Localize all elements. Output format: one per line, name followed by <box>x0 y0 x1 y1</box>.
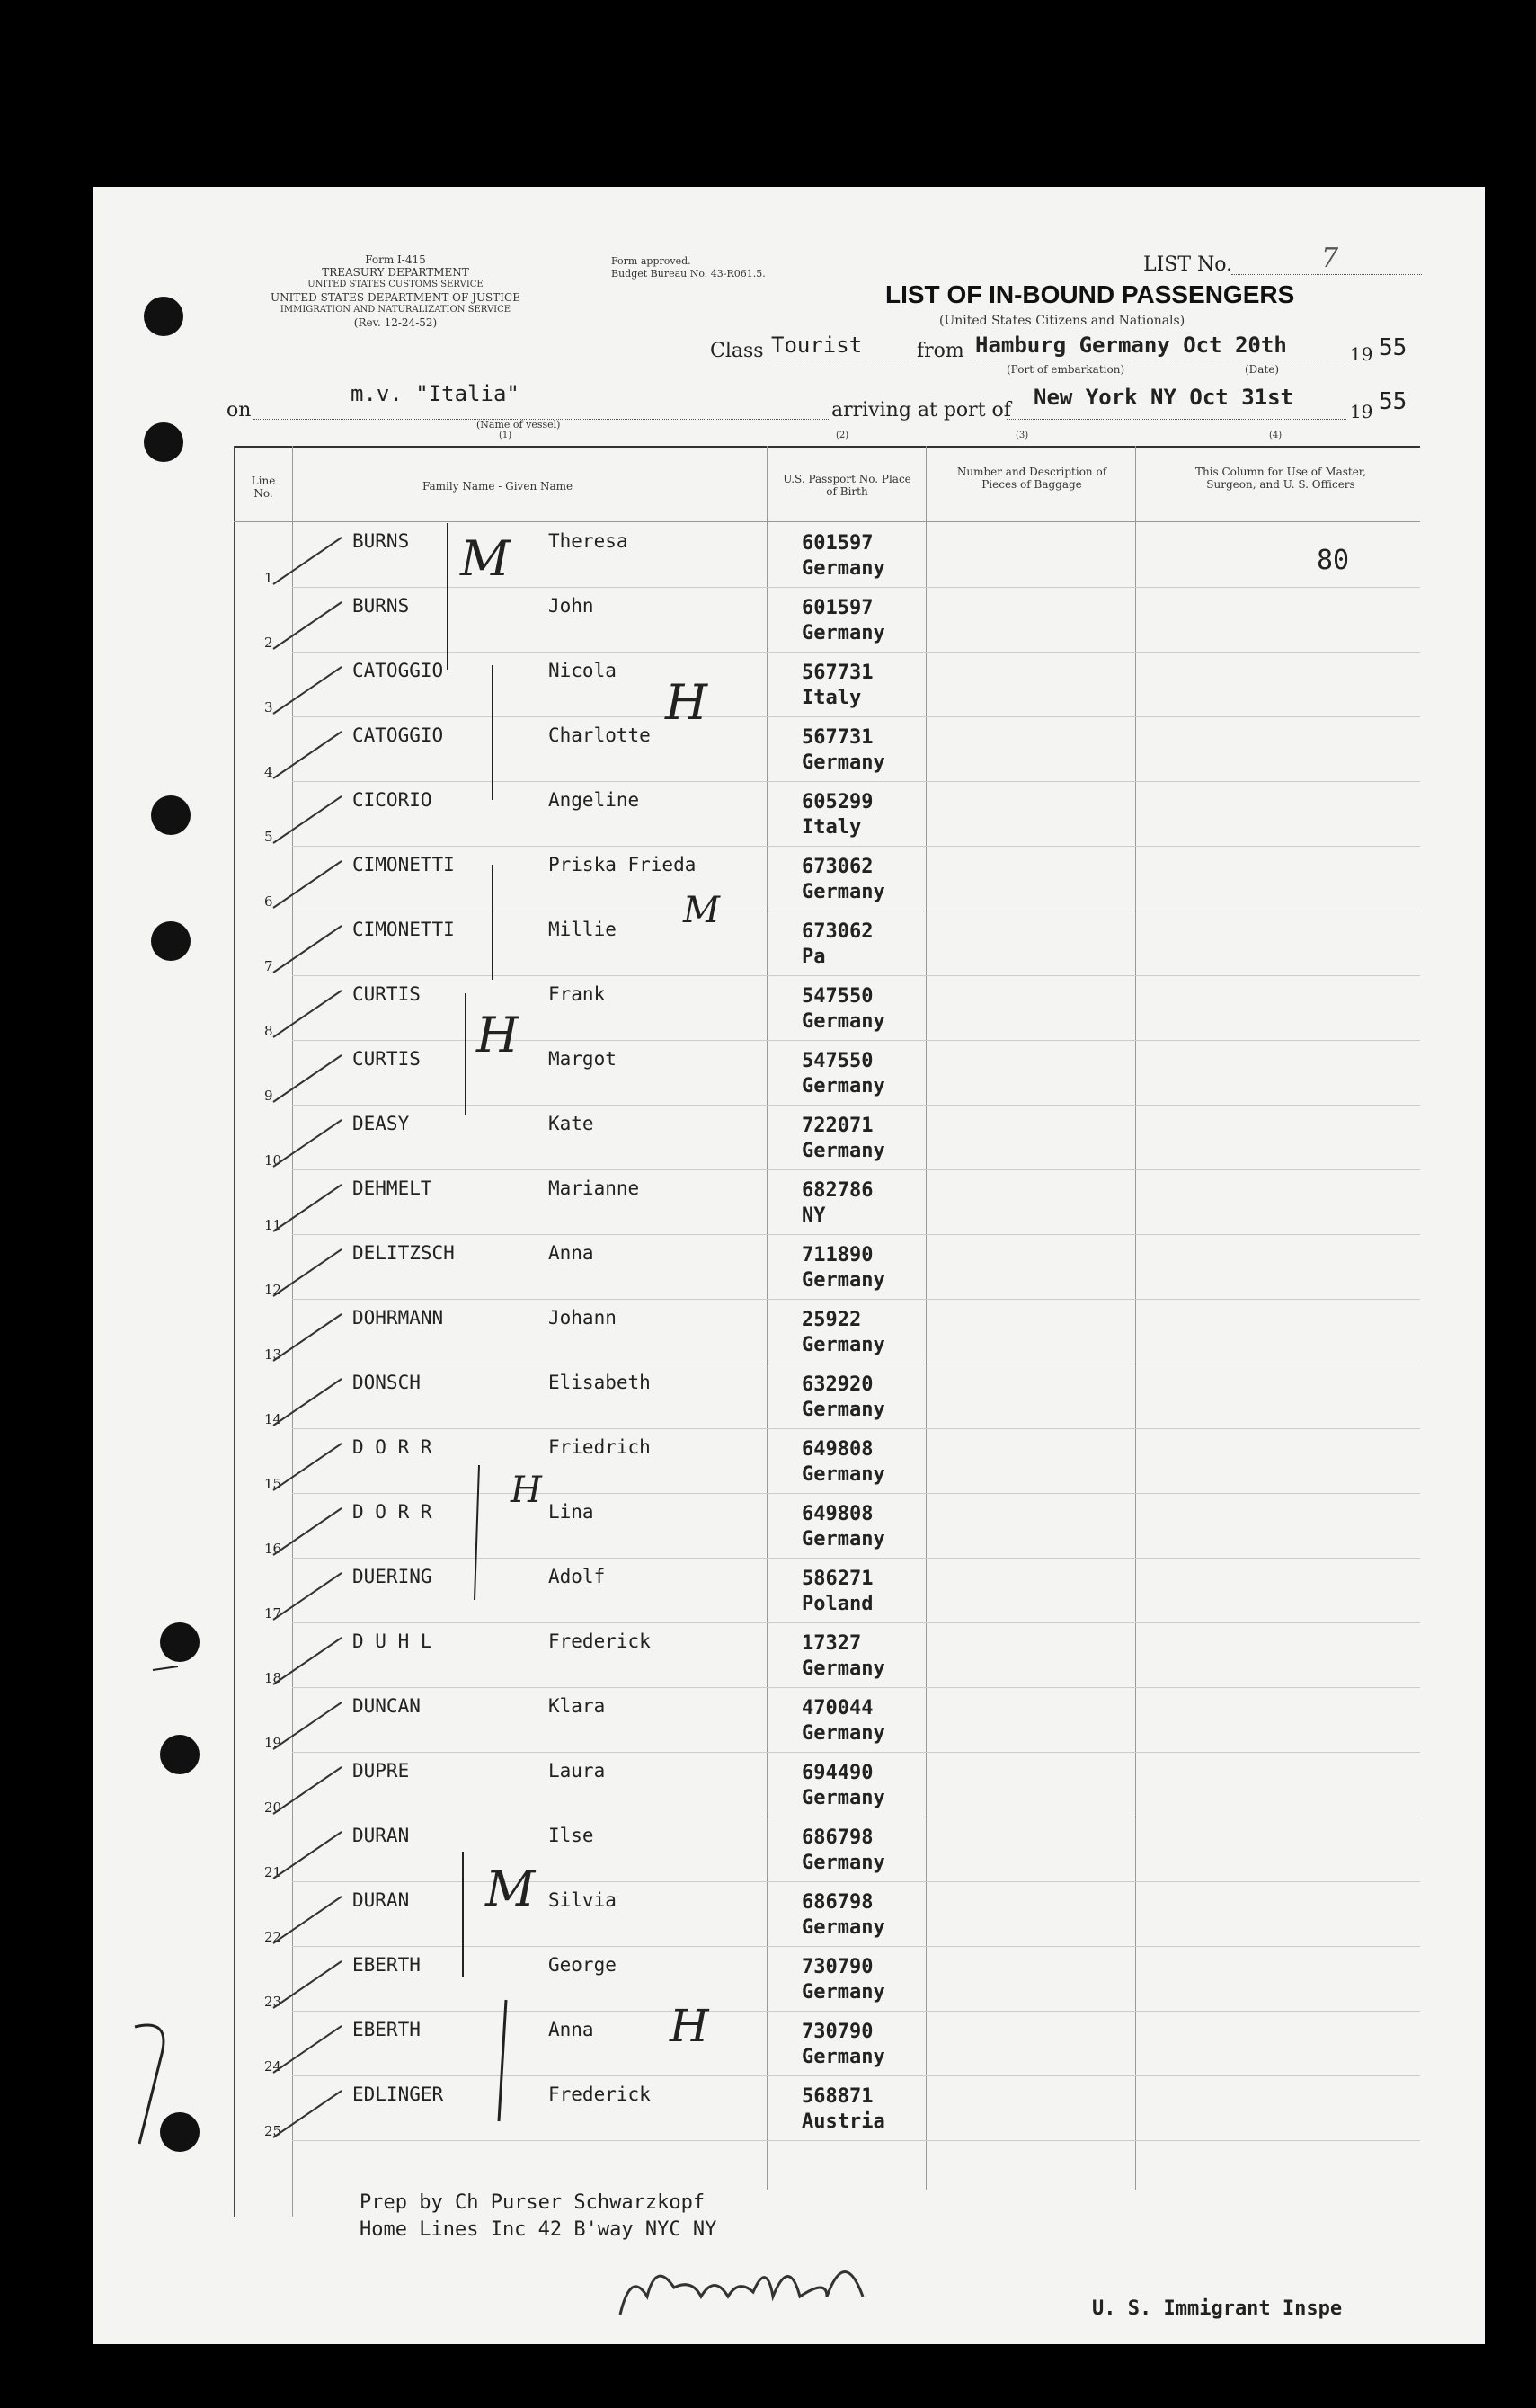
row-passport-no: 649808 <box>802 1503 874 1525</box>
mark-curtis: H <box>476 1007 519 1063</box>
mark-dorr: H <box>511 1470 542 1511</box>
row-birthplace: Germany <box>802 1657 885 1680</box>
row-given-name: Johann <box>548 1307 617 1328</box>
row-passport-no: 730790 <box>802 2021 874 2043</box>
row-family-name: DOHRMANN <box>352 1307 444 1328</box>
row-birthplace: Germany <box>802 557 885 580</box>
col-header-baggage: Number and Description of Pieces of Baggage <box>956 466 1107 491</box>
mark-duran: M <box>485 1861 536 1917</box>
approval-text: Form approved. <box>611 255 691 267</box>
row-line-no: 14 <box>264 1411 282 1427</box>
vessel-value: m.v. "Italia" <box>351 381 519 406</box>
row-given-name: Elisabeth <box>548 1372 651 1393</box>
row-line-no: 1 <box>264 570 273 586</box>
bracket-dorr <box>475 1465 479 1600</box>
row-given-name: Marianne <box>548 1177 640 1199</box>
row-family-name: D U H L <box>352 1631 432 1652</box>
row-family-name: D O R R <box>352 1501 432 1523</box>
row-line-no: 16 <box>264 1541 282 1557</box>
row-line-no: 19 <box>264 1735 282 1751</box>
row-line-no: 15 <box>264 1476 282 1492</box>
row-passport-no: 567731 <box>802 662 874 684</box>
row-family-name: D O R R <box>352 1436 432 1458</box>
row-birthplace: Germany <box>802 1916 885 1939</box>
on-label: on <box>226 399 252 422</box>
row-birthplace: Austria <box>802 2110 885 2133</box>
row-birthplace: Italy <box>802 816 862 839</box>
row-birthplace: Germany <box>802 1010 885 1033</box>
row-birthplace: Germany <box>802 2046 885 2068</box>
row-passport-no: 730790 <box>802 1956 874 1978</box>
row-line-no: 3 <box>264 699 273 715</box>
col-num-3: (3) <box>1016 431 1029 440</box>
row-line-no: 5 <box>264 829 273 845</box>
row-birthplace: Poland <box>802 1593 874 1615</box>
arriving-label: arriving at port of <box>831 399 1011 422</box>
row-birthplace: Germany <box>802 1787 885 1809</box>
row-birthplace: Germany <box>802 751 885 774</box>
row-given-name: Kate <box>548 1113 594 1134</box>
row-passport-no: 470044 <box>802 1697 874 1719</box>
row-family-name: CURTIS <box>352 1048 421 1070</box>
row-birthplace: Germany <box>802 881 885 903</box>
from-label: from <box>917 340 964 362</box>
mark-burns: M <box>460 530 511 587</box>
customs-service: UNITED STATES CUSTOMS SERVICE <box>307 280 484 289</box>
from-year: 55 <box>1379 334 1407 361</box>
form-number: Form I-415 <box>365 253 426 266</box>
row-passport-no: 568871 <box>802 2085 874 2108</box>
prep-line-2: Home Lines Inc 42 B'way NYC NY <box>360 2218 717 2241</box>
row-passport-no: 686798 <box>802 1826 874 1849</box>
row-family-name: CURTIS <box>352 983 421 1005</box>
row-passport-no: 722071 <box>802 1115 874 1137</box>
row-family-name: DUPRE <box>352 1760 410 1782</box>
row-family-name: CIMONETTI <box>352 919 455 940</box>
row-given-name: Frederick <box>548 2084 651 2105</box>
row-line-no: 17 <box>264 1605 282 1622</box>
col-header-passport: U.S. Passport No. Place of Birth <box>783 473 911 498</box>
row-family-name: EDLINGER <box>352 2084 444 2105</box>
row-given-name: Silvia <box>548 1889 617 1911</box>
row-birthplace: Italy <box>802 687 862 709</box>
row-given-name: Friedrich <box>548 1436 651 1458</box>
row-line-no: 20 <box>264 1799 282 1816</box>
row-family-name: DUNCAN <box>352 1695 421 1717</box>
row-given-name: George <box>548 1954 617 1976</box>
budget-bureau: Budget Bureau No. 43-R061.5. <box>611 268 766 280</box>
list-no-label: LIST No. <box>1143 253 1233 276</box>
row-birthplace: Germany <box>802 622 885 644</box>
row-birthplace: Germany <box>802 1140 885 1162</box>
row-birthplace: Germany <box>802 1528 885 1551</box>
arrival-year-prefix: 19 <box>1350 401 1373 422</box>
port-caption: (Port of embarkation) <box>1007 363 1125 376</box>
row-given-name: Nicola <box>548 660 617 681</box>
prep-line-1: Prep by Ch Purser Schwarzkopf <box>360 2191 706 2214</box>
row-line-no: 12 <box>264 1282 282 1298</box>
mark-eberth: H <box>670 2000 709 2052</box>
row-line-no: 21 <box>264 1864 282 1880</box>
class-label: Class <box>710 340 764 362</box>
vessel-caption: (Name of vessel) <box>476 419 561 431</box>
row-passport-no: 694490 <box>802 1762 874 1784</box>
row-passport-no: 711890 <box>802 1244 874 1266</box>
row-family-name: BURNS <box>352 530 410 552</box>
row-birthplace: Pa <box>802 946 826 968</box>
row-passport-no: 601597 <box>802 597 874 619</box>
row-line-no: 9 <box>264 1088 273 1104</box>
row-line-no: 22 <box>264 1929 282 1945</box>
col-num-4: (4) <box>1269 431 1283 440</box>
row-passport-no: 17327 <box>802 1632 862 1655</box>
row-line-no: 13 <box>264 1346 282 1363</box>
row-line-no: 10 <box>264 1152 282 1168</box>
row-given-name: Laura <box>548 1760 606 1782</box>
row-given-name: Angeline <box>548 789 640 811</box>
arrival-year: 55 <box>1379 388 1407 415</box>
row-given-name: Lina <box>548 1501 594 1523</box>
row-given-name: Frederick <box>548 1631 651 1652</box>
row-family-name: EBERTH <box>352 2019 421 2040</box>
row-family-name: DUERING <box>352 1566 432 1587</box>
row-family-name: DEHMELT <box>352 1177 432 1199</box>
row-family-name: CICORIO <box>352 789 432 811</box>
treasury-dept: TREASURY DEPARTMENT <box>322 266 469 279</box>
margin-tick <box>153 1666 178 1670</box>
row-passport-no: 547550 <box>802 1050 874 1072</box>
col-header-line-no: Line No. <box>251 475 276 500</box>
row-birthplace: Germany <box>802 1463 885 1486</box>
row-passport-no: 567731 <box>802 726 874 749</box>
bracket-eberth <box>499 2000 506 2121</box>
row-passport-no: 547550 <box>802 985 874 1008</box>
row-given-name: Millie <box>548 919 617 940</box>
row-passport-no: 673062 <box>802 856 874 878</box>
row-given-name: Anna <box>548 1242 594 1264</box>
row-family-name: DONSCH <box>352 1372 421 1393</box>
row-passport-no: 649808 <box>802 1438 874 1461</box>
arrival-value: New York NY Oct 31st <box>1034 385 1293 410</box>
row-passport-no: 601597 <box>802 532 874 555</box>
row-passport-no: 686798 <box>802 1891 874 1914</box>
row-family-name: CATOGGIO <box>352 724 444 746</box>
inspector-title: U. S. Immigrant Inspe <box>1092 2297 1343 2320</box>
row-given-name: Priska Frieda <box>548 854 697 875</box>
class-value: Tourist <box>771 333 863 358</box>
row-birthplace: Germany <box>802 1722 885 1745</box>
year-prefix: 19 <box>1350 343 1373 365</box>
row-family-name: EBERTH <box>352 1954 421 1976</box>
row-given-name: Klara <box>548 1695 606 1717</box>
col-num-2: (2) <box>836 431 849 440</box>
row-family-name: DURAN <box>352 1825 410 1846</box>
justice-dept: UNITED STATES DEPARTMENT OF JUSTICE <box>271 291 520 304</box>
col-header-name: Family Name - Given Name <box>422 480 573 493</box>
row-given-name: Charlotte <box>548 724 651 746</box>
from-value: Hamburg Germany Oct 20th <box>975 333 1287 358</box>
row-given-name: John <box>548 595 594 617</box>
row-line-no: 11 <box>264 1217 282 1233</box>
row-given-name: Theresa <box>548 530 628 552</box>
row-birthplace: Germany <box>802 1399 885 1421</box>
mark-catoggio: H <box>665 674 708 731</box>
row-passport-no: 682786 <box>802 1179 874 1202</box>
row-family-name: DELITZSCH <box>352 1242 455 1264</box>
row-given-name: Margot <box>548 1048 617 1070</box>
row-passport-no: 632920 <box>802 1373 874 1396</box>
date-caption: (Date) <box>1245 363 1280 376</box>
row-passport-no: 25922 <box>802 1309 862 1331</box>
row-passport-no: 605299 <box>802 791 874 813</box>
revision-date: (Rev. 12-24-52) <box>353 316 438 329</box>
form-subtitle: (United States Citizens and Nationals) <box>939 314 1185 328</box>
row-line-no: 23 <box>264 1994 282 2010</box>
row-line-no: 25 <box>264 2123 282 2139</box>
row-line-no: 6 <box>264 893 273 910</box>
row-passport-no: 586271 <box>802 1568 874 1590</box>
officer-note: 80 <box>1317 545 1350 576</box>
ins-service: IMMIGRATION AND NATURALIZATION SERVICE <box>280 305 511 315</box>
row-family-name: CATOGGIO <box>352 660 444 681</box>
row-family-name: DURAN <box>352 1889 410 1911</box>
col-header-officers: This Column for Use of Master, Surgeon, and U. S. Officers <box>1194 466 1367 491</box>
row-line-no: 7 <box>264 958 273 974</box>
row-birthplace: Germany <box>802 1075 885 1097</box>
col-num-1: (1) <box>499 431 512 440</box>
row-line-no: 18 <box>264 1670 282 1686</box>
row-line-no: 4 <box>264 764 273 780</box>
row-family-name: DEASY <box>352 1113 410 1134</box>
mark-cimonetti: M <box>683 890 720 931</box>
list-no-value: 7 <box>1321 243 1339 274</box>
row-birthplace: Germany <box>802 1852 885 1874</box>
row-family-name: BURNS <box>352 595 410 617</box>
row-line-no: 2 <box>264 635 273 651</box>
row-birthplace: Germany <box>802 1981 885 2004</box>
form-title: LIST OF IN-BOUND PASSENGERS <box>885 280 1295 308</box>
row-line-no: 24 <box>264 2058 282 2075</box>
row-given-name: Adolf <box>548 1566 606 1587</box>
row-passport-no: 673062 <box>802 920 874 943</box>
row-birthplace: NY <box>802 1204 826 1227</box>
row-birthplace: Germany <box>802 1334 885 1356</box>
row-given-name: Ilse <box>548 1825 594 1846</box>
row-family-name: CIMONETTI <box>352 854 455 875</box>
row-given-name: Anna <box>548 2019 594 2040</box>
row-line-no: 8 <box>264 1023 273 1039</box>
row-birthplace: Germany <box>802 1269 885 1292</box>
row-given-name: Frank <box>548 983 606 1005</box>
